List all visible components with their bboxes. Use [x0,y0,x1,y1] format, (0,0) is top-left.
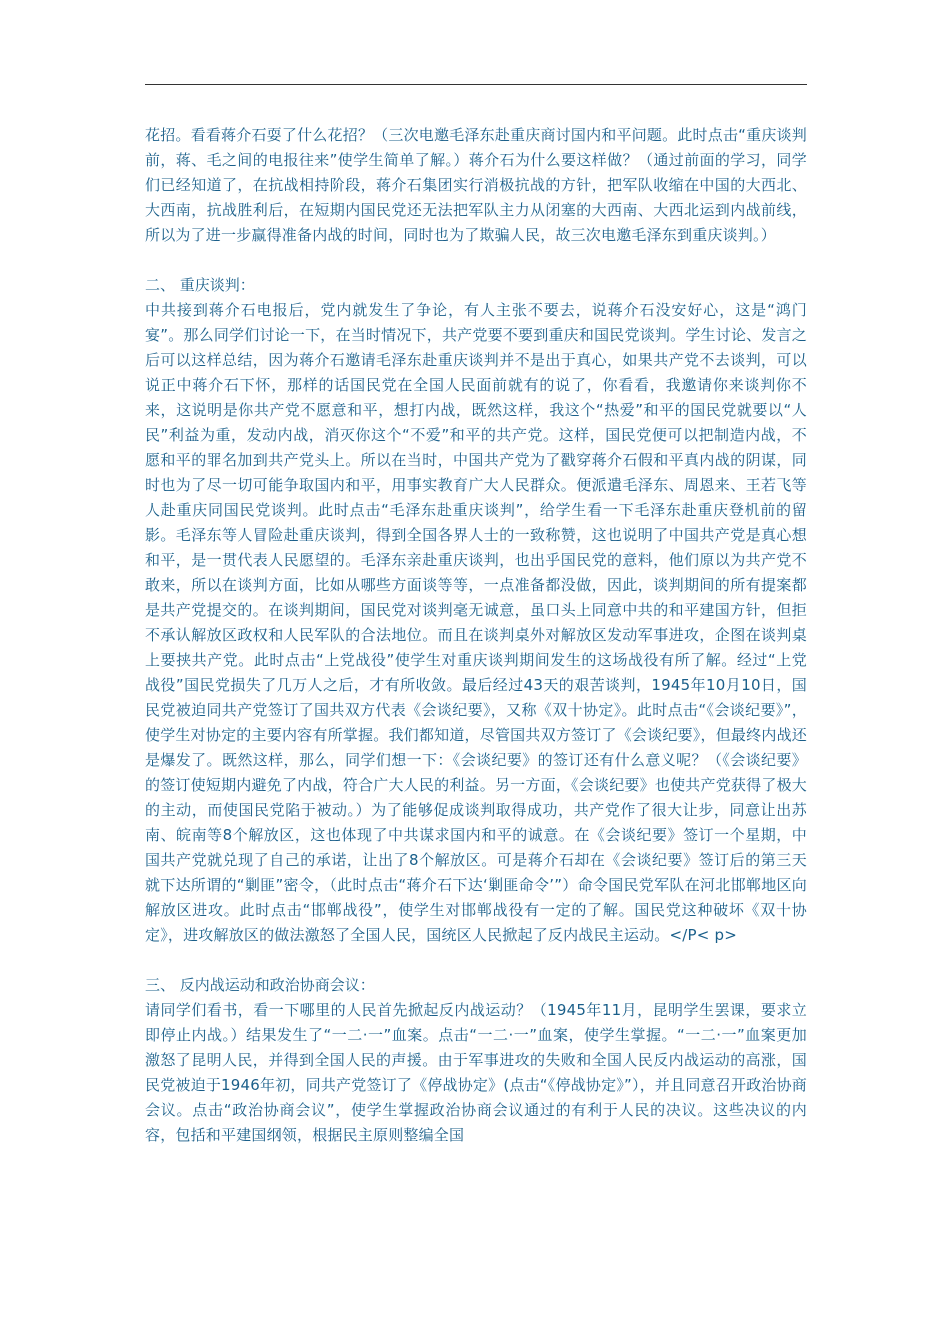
paragraph-spacer [145,248,807,273]
paragraph-spacer [145,948,807,973]
document-body [145,123,807,1148]
header-rule [145,84,807,85]
paragraph-3: 请同学们看书，看一下哪里的人民首先掀起反内战运动？（1945年11月，昆明学生罢课，要求立即停止内战。）结果发生了“一二·一”血案。点击“一二·一”血案，使学生掌握。“一二·一”血案更加激怒了昆明人民，并得到全国人民的声援。由于军事进攻的失败和全国人民反内战运动的高涨，国民党被迫于1946年初，同共产党签订了《停战协定》(点击“《停战协定》”），并且同意召开政治协商会议。点击“政治协商会议”，使学生掌握政治协商会议通过的有利于人民的决议。这些决议的内容，包括和平建国纲领，根据民主原则整编全国 [145,1001,807,1144]
section-heading-3: 三、 反内战运动和政治协商会议： [145,976,375,994]
paragraph-1: 花招。看看蒋介石耍了什么花招？（三次电邀毛泽东赴重庆商讨国内和平问题。此时点击“重庆谈判前，蒋、毛之间的电报往来”使学生简单了解。）蒋介石为什么要这样做？（通过前面的学习，同学们已经知道了，在抗战相持阶段，蒋介石集团实行消极抗战的方针，把军队收缩在中国的大西北、大西南，抗战胜利后，在短期内国民党还无法把军队主力从闭塞的大西南、大西北运到内战前线，所以为了进一步赢得准备内战的时间，同时也为了欺骗人民，故三次电邀毛泽东到重庆谈判。） [145,126,807,244]
paragraph-2: 中共接到蒋介石电报后，党内就发生了争论，有人主张不要去，说蒋介石没安好心，这是“鸿门宴”。那么同学们讨论一下，在当时情况下，共产党要不要到重庆和国民党谈判。学生讨论、发言之后可以这样总结，因为蒋介石邀请毛泽东赴重庆谈判并不是出于真心，如果共产党不去谈判，可以说正中蒋介石下怀，那样的话国民党在全国人民面前就有的说了，你看看，我邀请你来谈判你不来，这说明是你共产党不愿意和平，想打内战，既然这样，我这个“热爱”和平的国民党就要以“人民”利益为重，发动内战，消灭你这个“不爱”和平的共产党。这样，国民党便可以把制造内战，不愿和平的罪名加到共产党头上。所以在当时，中国共产党为了戳穿蒋介石假和平真内战的阴谋，同时也为了尽一切可能争取国内和平，用事实教育广大人民群众。便派遣毛泽东、周恩来、王若飞等人赴重庆同国民党谈判。此时点击“毛泽东赴重庆谈判”，给学生看一下毛泽东赴重庆登机前的留影。毛泽东等人冒险赴重庆谈判，得到全国各界人士的一致称赞，这也说明了中国共产党是真心想和平，是一贯代表人民愿望的。毛泽东亲赴重庆谈判，也出乎国民党的意料，他们原以为共产党不敢来，所以在谈判方面，比如从哪些方面谈等等，一点准备都没做，因此，谈判期间的所有提案都是共产党提交的。在谈判期间，国民党对谈判毫无诚意，虽口头上同意中共的和平建国方针，但拒不承认解放区政权和人民军队的合法地位。而且在谈判桌外对解放区发动军事进攻，企图在谈判桌上要挟共产党。此时点击“上党战役”使学生对重庆谈判期间发生的这场战役有所了解。经过“上党战役”国民党损失了几万人之后，才有所收敛。最后经过43天的艰苦谈判，1945年10月10日，国民党被迫同共产党签订了国共双方代表《会谈纪要》，又称《双十协定》。此时点击“《会谈纪要》”，使学生对协定的主要内容有所掌握。我们都知道，尽管国共双方签订了《会谈纪要》，但最终内战还是爆发了。既然这样，那么，同学们想一下：《会谈纪要》的签订还有什么意义呢？（《会谈纪要》的签订使短期内避免了内战，符合广大人民的利益。另一方面，《会谈纪要》也使共产党获得了极大的主动，而使国民党陷于被动。）为了能够促成谈判取得成功，共产党作了很大让步，同意让出苏南、皖南等8个解放区，这也体现了中共谋求国内和平的诚意。在《会谈纪要》签订一个星期，中国共产党就兑现了自己的承诺，让出了8个解放区。可是蒋介石却在《会谈纪要》签订后的第三天就下达所谓的“剿匪”密令，（此时点击“蒋介石下达‘剿匪命令’”）命令国民党军队在河北邯郸地区向解放区进攻。此时点击“邯郸战役”，使学生对邯郸战役有一定的了解。国民党这种破坏《双十协定》，进攻解放区的做法激怒了全国人民，国统区人民掀起了反内战民主运动。</P< p> [145,301,807,944]
section-heading-2: 二、 重庆谈判： [145,276,255,294]
